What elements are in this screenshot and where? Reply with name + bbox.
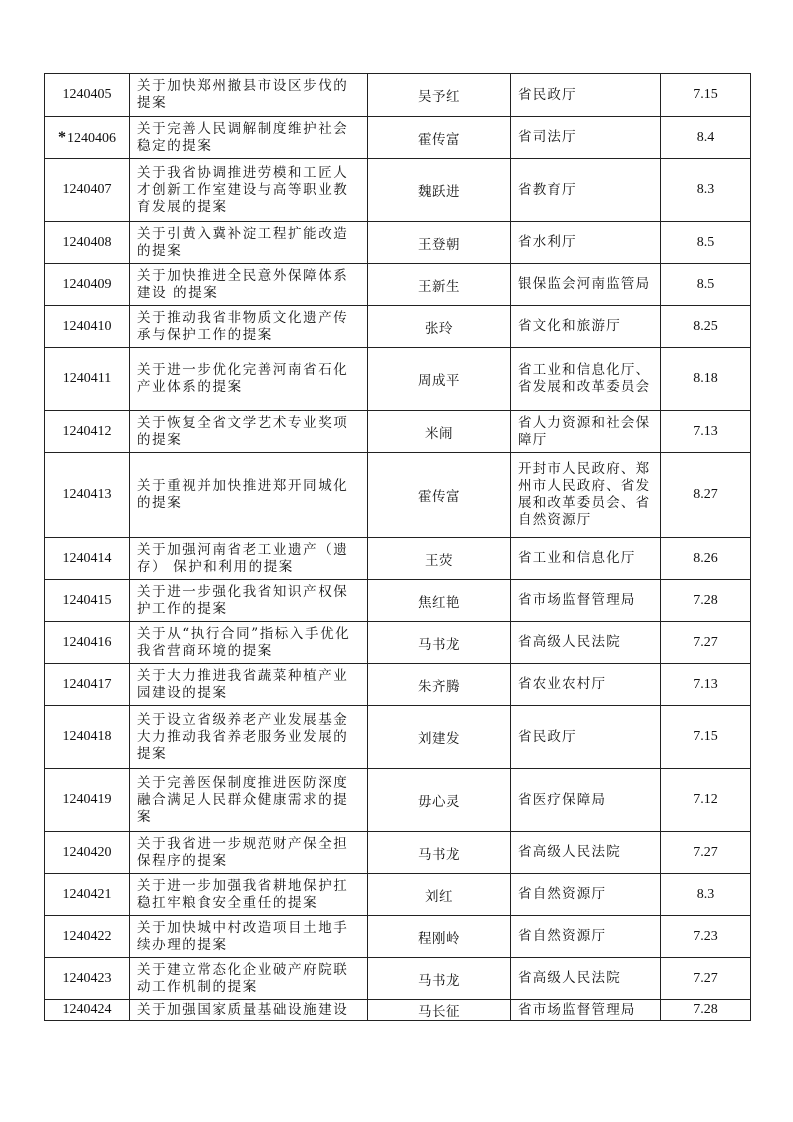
handling-department xyxy=(511,306,661,348)
handling-department xyxy=(511,706,661,769)
proposal-code-text: 1240420 xyxy=(62,844,112,860)
handling-department xyxy=(511,874,661,916)
proposal-code xyxy=(45,264,130,306)
proposal-title-text: 关于加快推进全民意外保障体系建设 的提案 xyxy=(137,267,349,301)
proposal-code-text: 1240423 xyxy=(62,970,112,986)
proposal-title-text: 关于引黄入冀补淀工程扩能改造的提案 xyxy=(137,225,349,259)
evaluation-score-text: 8.4 xyxy=(696,129,715,145)
table-row xyxy=(45,769,751,832)
proposal-code xyxy=(45,348,130,411)
proposal-code-text: 1240424 xyxy=(62,1002,112,1017)
proposal-title xyxy=(130,916,368,958)
evaluation-score-text: 7.27 xyxy=(693,844,718,860)
proposal-title-text: 关于推动我省非物质文化遗产传承与保护工作的提案 xyxy=(137,309,349,343)
proposal-code-text: 1240410 xyxy=(62,318,112,334)
evaluation-score-text: 8.5 xyxy=(696,234,715,250)
handling-department xyxy=(511,453,661,538)
proposer-name xyxy=(368,580,511,622)
handling-department-text: 省市场监督管理局 xyxy=(518,592,636,608)
proposer-name xyxy=(368,222,511,264)
handling-department-text: 省文化和旅游厅 xyxy=(518,318,621,334)
proposal-code-text: 1240406 xyxy=(67,130,116,146)
proposal-title-text: 关于大力推进我省蔬菜种植产业园建设的提案 xyxy=(137,667,349,701)
proposal-title xyxy=(130,348,368,411)
proposer-name xyxy=(368,1000,511,1021)
proposer-name xyxy=(368,832,511,874)
proposal-title xyxy=(130,622,368,664)
proposal-code xyxy=(45,453,130,538)
proposal-code-text: 1240415 xyxy=(62,592,112,608)
proposal-code xyxy=(45,958,130,1000)
proposal-code-text: 1240422 xyxy=(62,928,112,944)
proposer-name xyxy=(368,348,511,411)
proposal-code xyxy=(45,664,130,706)
handling-department-text: 银保监会河南监管局 xyxy=(518,276,651,292)
evaluation-score xyxy=(661,159,751,222)
proposal-code-text: 1240417 xyxy=(62,676,112,692)
proposer-name-text: 霍传富 xyxy=(418,131,460,148)
evaluation-score xyxy=(661,1000,751,1021)
proposal-table xyxy=(44,73,751,1021)
proposal-title xyxy=(130,1000,368,1021)
handling-department xyxy=(511,159,661,222)
handling-department xyxy=(511,1000,661,1021)
proposer-name-text: 焦红艳 xyxy=(418,594,460,611)
proposer-name-text: 周成平 xyxy=(418,373,460,389)
table-row xyxy=(45,706,751,769)
table-row xyxy=(45,74,751,117)
handling-department xyxy=(511,538,661,580)
handling-department-text: 省高级人民法院 xyxy=(518,970,621,986)
evaluation-score-text: 7.27 xyxy=(693,634,718,650)
proposal-code xyxy=(45,622,130,664)
proposal-table-body xyxy=(45,74,751,1021)
proposer-name xyxy=(368,306,511,348)
proposal-title xyxy=(130,874,368,916)
proposer-name-text: 刘红 xyxy=(425,888,453,905)
proposal-title-text: 关于进一步加强我省耕地保护扛稳扛牢粮食安全重任的提案 xyxy=(137,877,349,911)
proposer-name xyxy=(368,411,511,453)
proposer-name-text: 程刚岭 xyxy=(418,930,460,947)
handling-department xyxy=(511,222,661,264)
evaluation-score xyxy=(661,74,751,117)
proposal-title xyxy=(130,159,368,222)
evaluation-score xyxy=(661,706,751,769)
proposal-title xyxy=(130,664,368,706)
proposal-title-text: 关于完善人民调解制度维护社会稳定的提案 xyxy=(137,120,349,154)
proposal-code-text: 1240414 xyxy=(62,550,112,566)
evaluation-score xyxy=(661,832,751,874)
handling-department-text: 省水利厅 xyxy=(518,234,577,250)
evaluation-score-text: 8.5 xyxy=(696,276,715,292)
proposal-title-text: 关于完善医保制度推进医防深度融合满足人民群众健康需求的提案 xyxy=(137,774,349,825)
proposal-title xyxy=(130,117,368,159)
proposal-title xyxy=(130,538,368,580)
evaluation-score-text: 7.28 xyxy=(693,1002,718,1017)
evaluation-score xyxy=(661,453,751,538)
evaluation-score-text: 7.13 xyxy=(693,423,718,439)
evaluation-score-text: 8.26 xyxy=(693,550,718,566)
proposal-title xyxy=(130,706,368,769)
proposer-name xyxy=(368,117,511,159)
table-row xyxy=(45,348,751,411)
table-row xyxy=(45,622,751,664)
proposal-title-text: 关于进一步强化我省知识产权保护工作的提案 xyxy=(137,583,349,617)
proposal-title-text: 关于从“执行合同”指标入手优化我省营商环境的提案 xyxy=(137,625,351,659)
proposal-code xyxy=(45,411,130,453)
proposal-code xyxy=(45,769,130,832)
proposal-code-text: 1240411 xyxy=(62,371,112,386)
evaluation-score-text: 8.18 xyxy=(693,371,718,386)
proposal-title-text: 关于加快郑州撤县市设区步伐的提案 xyxy=(137,78,349,111)
handling-department-text: 省市场监督管理局 xyxy=(518,1001,636,1018)
evaluation-score xyxy=(661,916,751,958)
proposal-code-text: 1240408 xyxy=(62,234,112,250)
proposal-title-text: 关于加强河南省老工业遗产（遗存） 保护和利用的提案 xyxy=(137,541,349,575)
handling-department-text: 省民政厅 xyxy=(518,86,577,103)
proposer-name xyxy=(368,74,511,117)
proposal-code xyxy=(45,1000,130,1021)
proposal-title-text: 关于设立省级养老产业发展基金大力推动我省养老服务业发展的提案 xyxy=(137,711,349,762)
evaluation-score-text: 8.27 xyxy=(693,487,718,502)
handling-department xyxy=(511,580,661,622)
proposal-code-text: 1240407 xyxy=(62,182,112,197)
proposal-code xyxy=(45,538,130,580)
handling-department xyxy=(511,348,661,411)
table-row xyxy=(45,1000,751,1021)
evaluation-score xyxy=(661,958,751,1000)
proposer-name xyxy=(368,706,511,769)
proposal-title xyxy=(130,958,368,1000)
evaluation-score-text: 8.25 xyxy=(693,318,718,334)
handling-department xyxy=(511,832,661,874)
table-row xyxy=(45,159,751,222)
proposer-name-text: 马书龙 xyxy=(418,846,460,863)
handling-department-text: 省高级人民法院 xyxy=(518,844,621,860)
proposal-code-text: 1240419 xyxy=(62,792,112,807)
evaluation-score xyxy=(661,769,751,832)
evaluation-score-text: 7.23 xyxy=(693,928,718,944)
evaluation-score xyxy=(661,664,751,706)
table-row xyxy=(45,538,751,580)
proposal-code-text: 1240405 xyxy=(62,87,112,102)
handling-department xyxy=(511,264,661,306)
proposer-name-text: 王登朝 xyxy=(418,236,460,253)
proposal-title xyxy=(130,222,368,264)
table-row xyxy=(45,306,751,348)
proposer-name xyxy=(368,264,511,306)
evaluation-score-text: 7.13 xyxy=(693,676,718,692)
handling-department xyxy=(511,411,661,453)
proposer-name-text: 马书龙 xyxy=(418,636,460,653)
evaluation-score xyxy=(661,622,751,664)
proposer-name xyxy=(368,916,511,958)
key-proposal-mark: * xyxy=(58,128,66,146)
proposal-code-text: 1240421 xyxy=(62,886,112,902)
proposal-title xyxy=(130,580,368,622)
evaluation-score xyxy=(661,264,751,306)
handling-department-text: 省司法厅 xyxy=(518,129,577,145)
handling-department-text: 省工业和信息化厅 xyxy=(518,550,636,566)
proposal-title-text: 关于进一步优化完善河南省石化产业体系的提案 xyxy=(137,362,349,395)
evaluation-score-text: 8.3 xyxy=(696,182,715,197)
proposer-name xyxy=(368,159,511,222)
proposer-name xyxy=(368,622,511,664)
table-row xyxy=(45,453,751,538)
proposer-name xyxy=(368,538,511,580)
handling-department xyxy=(511,664,661,706)
handling-department xyxy=(511,769,661,832)
handling-department-text: 开封市人民政府、郑州市人民政府、省发展和改革委员会、省自然资源厅 xyxy=(518,461,651,528)
proposal-code xyxy=(45,74,130,117)
proposer-name-text: 米闹 xyxy=(425,425,453,442)
proposal-code xyxy=(45,832,130,874)
handling-department-text: 省民政厅 xyxy=(518,728,577,745)
evaluation-score xyxy=(661,538,751,580)
table-row xyxy=(45,580,751,622)
evaluation-score xyxy=(661,874,751,916)
proposer-name-text: 吴予红 xyxy=(418,89,460,105)
proposal-title-text: 关于恢复全省文学艺术专业奖项的提案 xyxy=(137,414,349,448)
handling-department-text: 省农业农村厅 xyxy=(518,676,607,692)
handling-department xyxy=(511,958,661,1000)
evaluation-score xyxy=(661,222,751,264)
evaluation-score-text: 8.3 xyxy=(696,886,715,902)
handling-department-text: 省医疗保障局 xyxy=(518,791,607,808)
proposer-name-text: 王新生 xyxy=(418,278,460,295)
proposer-name-text: 张玲 xyxy=(425,320,453,337)
proposal-code-text: 1240409 xyxy=(62,276,112,292)
handling-department-text: 省自然资源厅 xyxy=(518,928,607,944)
proposal-title-text: 关于建立常态化企业破产府院联动工作机制的提案 xyxy=(137,961,349,995)
evaluation-score xyxy=(661,117,751,159)
table-row xyxy=(45,958,751,1000)
proposal-title xyxy=(130,306,368,348)
proposal-title xyxy=(130,411,368,453)
proposer-name-text: 毋心灵 xyxy=(418,794,460,810)
handling-department-text: 省教育厅 xyxy=(518,181,577,198)
evaluation-score xyxy=(661,306,751,348)
proposal-code xyxy=(45,706,130,769)
proposal-title xyxy=(130,264,368,306)
proposal-title xyxy=(130,769,368,832)
table-row xyxy=(45,664,751,706)
handling-department xyxy=(511,622,661,664)
proposer-name-text: 魏跃进 xyxy=(418,184,460,200)
table-row xyxy=(45,916,751,958)
proposal-code-text: 1240413 xyxy=(62,487,112,502)
handling-department-text: 省高级人民法院 xyxy=(518,634,621,650)
proposal-code xyxy=(45,222,130,264)
proposal-title xyxy=(130,832,368,874)
proposer-name-text: 朱齐腾 xyxy=(418,678,460,695)
table-row xyxy=(45,264,751,306)
proposal-code xyxy=(45,580,130,622)
proposer-name-text: 刘建发 xyxy=(418,731,460,747)
evaluation-score xyxy=(661,348,751,411)
proposal-title-text: 关于我省协调推进劳模和工匠人才创新工作室建设与高等职业教育发展的提案 xyxy=(137,164,349,215)
evaluation-score xyxy=(661,411,751,453)
handling-department xyxy=(511,117,661,159)
proposer-name xyxy=(368,769,511,832)
evaluation-score-text: 7.27 xyxy=(693,970,718,986)
proposal-title xyxy=(130,74,368,117)
evaluation-score-text: 7.15 xyxy=(693,729,718,744)
proposal-title-text: 关于加强国家质量基础设施建设 xyxy=(137,1001,349,1018)
proposal-code xyxy=(45,916,130,958)
proposal-title xyxy=(130,453,368,538)
evaluation-score xyxy=(661,580,751,622)
proposal-title-text: 关于重视并加快推进郑开同城化的提案 xyxy=(137,478,349,511)
table-row xyxy=(45,874,751,916)
proposer-name xyxy=(368,453,511,538)
proposer-name-text: 王荧 xyxy=(425,552,453,569)
handling-department xyxy=(511,916,661,958)
proposal-code xyxy=(45,159,130,222)
table-row xyxy=(45,832,751,874)
proposal-title-text: 关于加快城中村改造项目土地手续办理的提案 xyxy=(137,919,349,953)
handling-department-text: 省自然资源厅 xyxy=(518,886,607,902)
proposal-code-text: 1240418 xyxy=(62,729,112,744)
proposal-code xyxy=(45,306,130,348)
table-row xyxy=(45,117,751,159)
proposal-code xyxy=(45,117,130,159)
proposal-code-text: 1240416 xyxy=(62,634,112,650)
evaluation-score-text: 7.15 xyxy=(693,87,718,102)
table-row xyxy=(45,411,751,453)
proposal-code-text: 1240412 xyxy=(62,423,112,439)
proposer-name xyxy=(368,664,511,706)
proposal-title-text: 关于我省进一步规范财产保全担保程序的提案 xyxy=(137,835,349,869)
handling-department xyxy=(511,74,661,117)
evaluation-score-text: 7.12 xyxy=(693,792,718,807)
proposer-name-text: 马长征 xyxy=(418,1004,460,1020)
handling-department-text: 省人力资源和社会保障厅 xyxy=(518,414,651,448)
proposal-code xyxy=(45,874,130,916)
evaluation-score-text: 7.28 xyxy=(693,592,718,608)
table-row xyxy=(45,222,751,264)
handling-department-text: 省工业和信息化厅、省发展和改革委员会 xyxy=(518,362,651,395)
proposer-name xyxy=(368,958,511,1000)
proposer-name-text: 马书龙 xyxy=(418,972,460,989)
proposer-name xyxy=(368,874,511,916)
proposer-name-text: 霍传富 xyxy=(418,489,460,505)
